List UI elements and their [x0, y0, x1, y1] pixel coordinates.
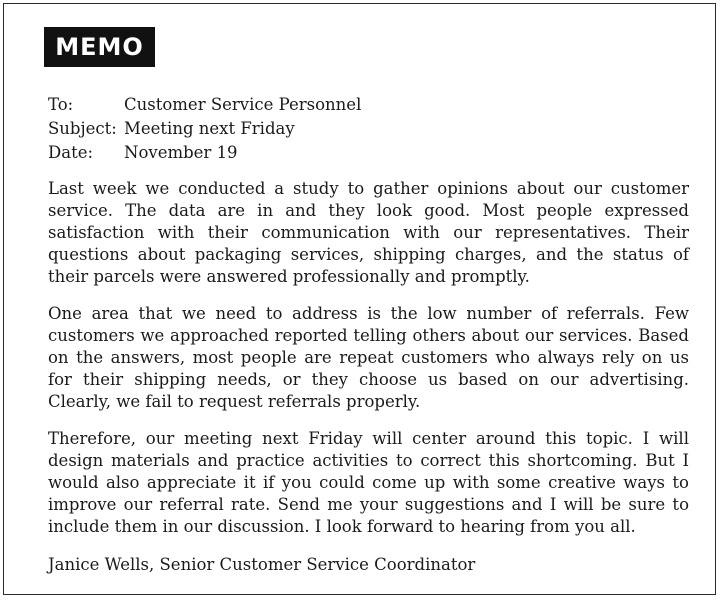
subject-label: Subject:: [48, 119, 117, 138]
date-label: Date:: [48, 143, 94, 162]
to-value: Customer Service Personnel: [124, 95, 362, 114]
subject-value: Meeting next Friday: [124, 119, 295, 138]
memo-badge: MEMO: [44, 27, 155, 67]
memo-body: [48, 178, 689, 553]
date-value: November 19: [124, 143, 238, 162]
memo-header: [48, 93, 361, 165]
memo-frame: [3, 3, 716, 595]
signature: Janice Wells, Senior Customer Service Coordinator: [48, 555, 476, 574]
subject-row: [48, 117, 361, 141]
to-label: To:: [48, 95, 74, 114]
to-row: [48, 93, 361, 117]
paragraph-2: One area that we need to address is the low number of referrals. Few customers we approached reported telling others about our services. Based on the answers, most people are repeat customers who always rely on us for their shipping needs, or they choose us based on our advertising. Clearly, we fail to request referrals properly.: [48, 304, 689, 411]
paragraph-3: Therefore, our meeting next Friday will center around this topic. I will design materials and practice activities to correct this shortcoming. But I would also appreciate it if you could come up with some creative ways to improve our referral rate. Send me your suggestions and I will be sure to include them in our discussion. I look forward to hearing from you all.: [48, 429, 689, 536]
date-row: [48, 141, 361, 165]
paragraph-1: Last week we conducted a study to gather opinions about our customer service. The data are in and they look good. Most people expressed satisfaction with their communication with our representatives. Their questions about packaging services, shipping charges, and the status of their parcels were answered professionally and promptly.: [48, 179, 689, 286]
